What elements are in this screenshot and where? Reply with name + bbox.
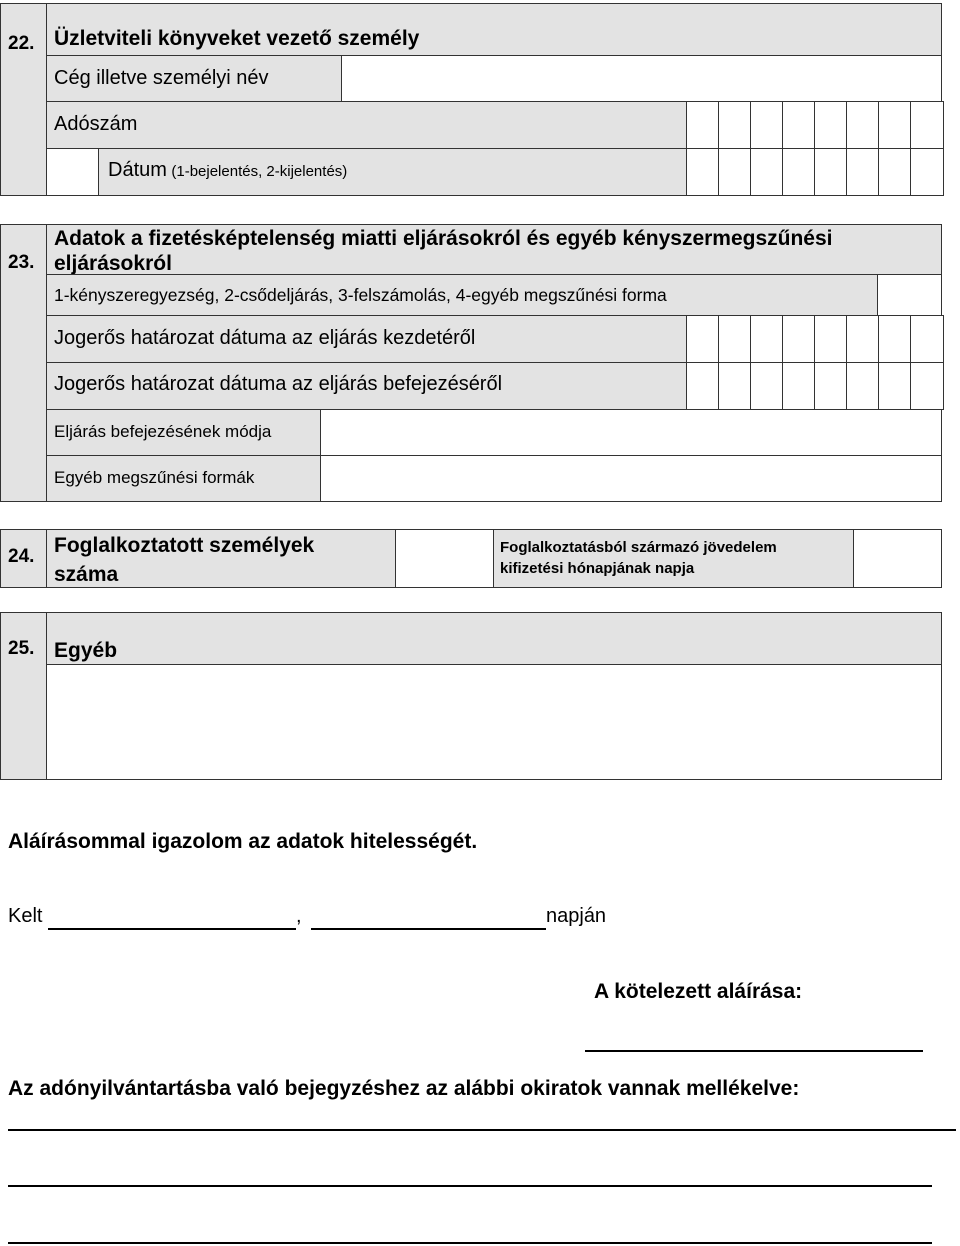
end-date-digit-box-7[interactable] bbox=[878, 362, 912, 410]
type-label: 1-kényszeregyezség, 2-csődeljárás, 3-felszámolás, 4-egyéb megszűnési forma bbox=[54, 285, 667, 305]
tax-digit-box-3[interactable] bbox=[750, 101, 784, 149]
date-label: Dátum bbox=[108, 159, 167, 181]
end-date-digit-box-5[interactable] bbox=[814, 362, 848, 410]
other-input[interactable] bbox=[320, 455, 942, 502]
date-digit-box-2[interactable] bbox=[718, 148, 752, 196]
tax-digit-box-8[interactable] bbox=[910, 101, 944, 149]
payday-label: Foglalkoztatásból származó jövedelem kifizetési hónapjának napja bbox=[500, 539, 777, 577]
mode-label: Eljárás befejezésének módja bbox=[54, 422, 272, 441]
signature-line[interactable] bbox=[585, 1050, 923, 1052]
start-date-digit-box-4[interactable] bbox=[782, 315, 816, 363]
start-date-digit-box-8[interactable] bbox=[910, 315, 944, 363]
end-date-digit-box-4[interactable] bbox=[782, 362, 816, 410]
section-23-title: Adatok a fizetésképtelenség miatti eljárásokról és egyéb kényszermegszűnési eljárásokról bbox=[54, 227, 833, 275]
other-notes-input[interactable] bbox=[46, 664, 942, 780]
start-date-digit-box-2[interactable] bbox=[718, 315, 752, 363]
end-date-digit-box-6[interactable] bbox=[846, 362, 880, 410]
section-22-title: Üzletviteli könyveket vezető személy bbox=[54, 27, 420, 50]
section-24-number: 24. bbox=[8, 546, 35, 567]
date-type-box[interactable] bbox=[46, 148, 99, 196]
employee-count-input[interactable] bbox=[395, 529, 494, 588]
tax-digit-box-1[interactable] bbox=[686, 101, 720, 149]
date-digit-box-8[interactable] bbox=[910, 148, 944, 196]
section-25-number: 25. bbox=[8, 638, 35, 659]
start-date-digit-box-1[interactable] bbox=[686, 315, 720, 363]
attachment-line-1[interactable] bbox=[8, 1129, 956, 1131]
other-label: Egyéb megszűnési formák bbox=[54, 468, 255, 487]
tax-digit-box-7[interactable] bbox=[878, 101, 912, 149]
attachments-label: Az adónyilvántartásba való bejegyzéshez az alábbi okiratok vannak mellékelve: bbox=[8, 1077, 800, 1100]
date-hint: (1-bejelentés, 2-kijelentés) bbox=[171, 163, 348, 180]
section-25-title: Egyéb bbox=[54, 639, 118, 662]
section-23-number: 23. bbox=[8, 252, 35, 273]
napjan-label: napján bbox=[546, 905, 607, 927]
attachment-line-2[interactable] bbox=[8, 1185, 932, 1187]
kelt-place-line[interactable] bbox=[48, 928, 296, 930]
mode-input[interactable] bbox=[320, 409, 942, 456]
end-date-digit-box-8[interactable] bbox=[910, 362, 944, 410]
section-24-divider bbox=[46, 529, 47, 588]
end-date-digit-box-3[interactable] bbox=[750, 362, 784, 410]
kelt-comma: , bbox=[296, 905, 302, 927]
start-label: Jogerős határozat dátuma az eljárás kezdetéről bbox=[54, 327, 476, 349]
tax-digit-box-6[interactable] bbox=[846, 101, 880, 149]
kelt-date-line[interactable] bbox=[311, 928, 546, 930]
section-22-number: 22. bbox=[8, 33, 35, 54]
start-date-digit-box-5[interactable] bbox=[814, 315, 848, 363]
date-label-wrap bbox=[108, 159, 347, 182]
certify-statement: Aláírásommal igazolom az adatok hitelességét. bbox=[8, 830, 478, 853]
start-date-digit-box-3[interactable] bbox=[750, 315, 784, 363]
date-digit-box-4[interactable] bbox=[782, 148, 816, 196]
tax-digit-box-2[interactable] bbox=[718, 101, 752, 149]
name-input[interactable] bbox=[341, 55, 942, 102]
tax-digit-box-5[interactable] bbox=[814, 101, 848, 149]
tax-digit-box-4[interactable] bbox=[782, 101, 816, 149]
section-24-title: Foglalkoztatott személyek száma bbox=[54, 534, 315, 586]
procedure-type-box[interactable] bbox=[877, 274, 942, 316]
date-digit-box-3[interactable] bbox=[750, 148, 784, 196]
end-date-digit-box-2[interactable] bbox=[718, 362, 752, 410]
end-label: Jogerős határozat dátuma az eljárás befejezéséről bbox=[54, 373, 503, 395]
attachment-line-3[interactable] bbox=[8, 1242, 932, 1244]
date-digit-box-5[interactable] bbox=[814, 148, 848, 196]
start-date-digit-box-6[interactable] bbox=[846, 315, 880, 363]
start-date-digit-box-7[interactable] bbox=[878, 315, 912, 363]
tax-label: Adószám bbox=[54, 113, 138, 135]
name-label: Cég illetve személyi név bbox=[54, 67, 269, 89]
kelt-label: Kelt bbox=[8, 905, 43, 927]
end-date-digit-box-1[interactable] bbox=[686, 362, 720, 410]
date-digit-box-7[interactable] bbox=[878, 148, 912, 196]
signature-label: A kötelezett aláírása: bbox=[594, 980, 803, 1003]
date-digit-box-6[interactable] bbox=[846, 148, 880, 196]
payday-input[interactable] bbox=[853, 529, 942, 588]
date-digit-box-1[interactable] bbox=[686, 148, 720, 196]
